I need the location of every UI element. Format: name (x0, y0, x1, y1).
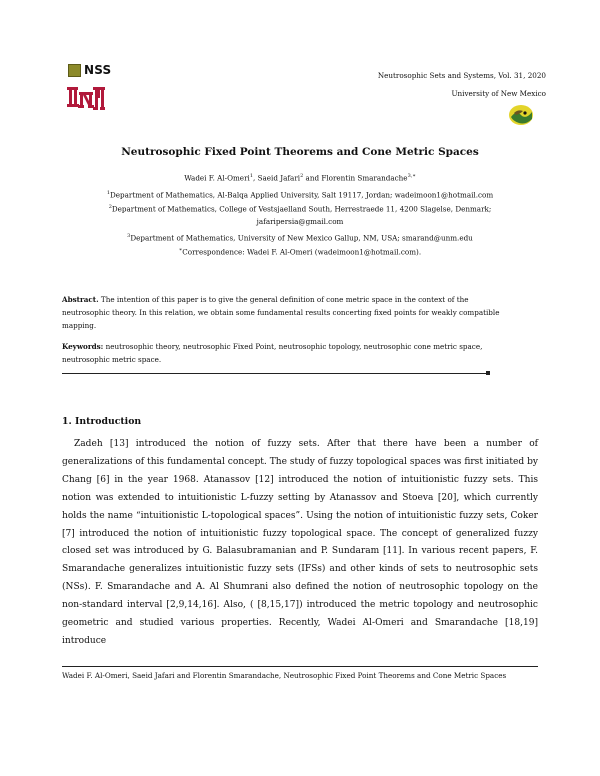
affiliation-2 (62, 201, 538, 216)
author-2: Saeid Jafari (257, 173, 301, 183)
section-number: 1. (62, 416, 72, 427)
author-separator-1: , (253, 173, 258, 183)
section-heading (62, 416, 141, 427)
intro-paragraph: Zadeh [13] introduced the notion of fuzzy sets. After that there have been a number of generalizations of this fundamental concept. The study of fuzzy topological spaces was first initiated by Chang [6] in the year 1968. Atanassov [12] introduced the notion of intuitionistic fuzzy sets. This notion was extended to intuitionistic L-fuzzy setting by Atanassov and Stoeva [20], which currently holds the name “intuitionistic L-topological spaces”. Using the notion of intuitionistic fuzzy sets, Coker [7] introduced the notion of intuitionistic fuzzy topological space. The concept of generalized fuzzy closed set was introduced by G. Balasubramanian and P. Sundaram [11]. In various recent papers, F. Smarandache generalizes intuitionistic fuzzy sets (IFSs) and other kinds of sets to neutrosophic sets (NSs). F. Smarandache and A. Al Shumrani also defined the notion of neutrosophic topology on the non-standard interval [2,9,14,16]. Also, ( [8,15,17]) introduced the metric topology and neutrosophic geometric and studied various properties. Recently, Wadei Al-Omeri and Smarandache [18,19] introduce (62, 439, 538, 646)
author-1: Wadei F. Al-Omeri (184, 173, 250, 183)
affiliation-2-sup: 2 (108, 204, 112, 210)
keywords (62, 341, 502, 367)
correspondence (62, 244, 538, 259)
affiliation-1-sup: 1 (106, 190, 111, 196)
footer-citation: Wadei F. Al-Omeri, Saeid Jafari and Florentin Smarandache, Neutrosophic Fixed Point Theorems and Cone Metric Spaces (62, 671, 507, 680)
footer-rule (62, 666, 538, 667)
keywords-label: Keywords: (62, 342, 104, 351)
affiliation-2-text: Department of Mathematics, College of Vestsjaelland South, Herrestraede 11, 4200 Slagelse, Denmark; (111, 204, 492, 214)
author-2-sup: 2 (300, 173, 304, 179)
keywords-text: neutrosophic theory, neutrosophic Fixed Point, neutrosophic topology, neutrosophic cone metric space, neutrosophic metric space. (62, 342, 483, 364)
affiliation-1 (62, 187, 538, 202)
author-separator-2: and (303, 173, 322, 183)
affiliation-1-text: Department of Mathematics, Al-Balqa Applied University, Salt 19117, Jordan; wadeimoon1@hotmail.com (110, 190, 494, 200)
abstract-label: Abstract. (62, 295, 99, 304)
divider-end-mark (486, 371, 490, 375)
affiliation-3-sup: 3 (127, 233, 131, 239)
university-name: University of New Mexico (451, 89, 546, 98)
nss-logo (68, 63, 111, 77)
author-3: Florentin Smarandache (321, 173, 408, 183)
unm-logo-icon (66, 86, 106, 112)
nss-logo-icon (68, 64, 81, 77)
yin-yang-logo-icon (508, 104, 534, 126)
author-3-sup: 3,∗ (407, 173, 416, 179)
author-line (62, 170, 538, 185)
affiliation-3-text: Department of Mathematics, University of New Mexico Gallup, NM, USA; smarand@unm.edu (130, 233, 473, 243)
journal-citation: Neutrosophic Sets and Systems, Vol. 31, 2020 (377, 71, 546, 80)
section-title: Introduction (74, 416, 142, 427)
abstract (62, 294, 502, 332)
affiliation-2-email: jafaripersia@gmail.com (256, 217, 344, 226)
author-1-sup: 1 (249, 173, 253, 179)
correspondence-text: Correspondence: Wadei F. Al-Omeri (wadeimoon1@hotmail.com). (182, 247, 422, 257)
affiliation-3 (62, 230, 538, 245)
paper-title: Neutrosophic Fixed Point Theorems and Cone Metric Spaces (121, 146, 479, 158)
divider (62, 373, 490, 374)
correspondence-sup: ∗ (178, 247, 183, 253)
abstract-text: The intention of this paper is to give the general definition of cone metric space in the context of the neutrosophic theory. In this relation, we obtain some fundamental results concerting fixed points for weakly compatible mapping. (62, 295, 500, 330)
nss-logo-text: NSS (84, 63, 112, 77)
